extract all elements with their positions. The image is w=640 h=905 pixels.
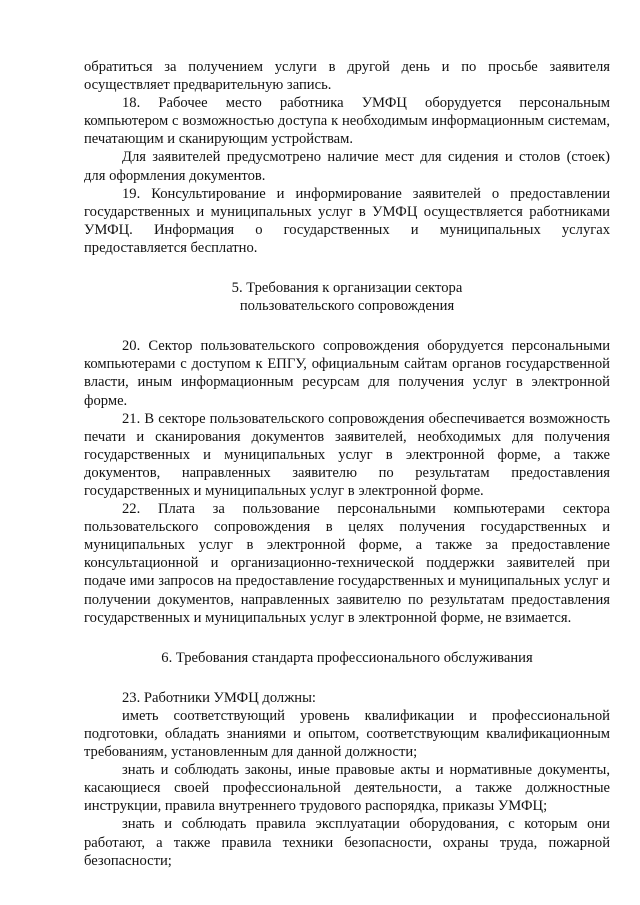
paragraph-23-qualification: иметь соответствующий уровень квалификации и профессиональной подготовки, обладать знаниями и опытом, соответствующим квалификационным требованиям, установленным для данной должности;: [84, 707, 610, 761]
paragraph-21: 21. В секторе пользовательского сопровождения обеспечивается возможность печати и сканирования документов заявителей, необходимых для получения государственных и муниципальных услуг в электронной форме, а также документов, направленных заявителю по результатам предоставления государственных и муниципальных услуг в электронной форме.: [84, 410, 610, 499]
paragraph-18: 18. Рабочее место работника УМФЦ оборудуется персональным компьютером с возможностью доступа к необходимым информационным системам, печатающим и сканирующим устройствам.: [84, 95, 610, 148]
section-5-title-line-2: пользовательского сопровождения: [239, 298, 455, 315]
paragraph-23-laws: знать и соблюдать законы, иные правовые акты и нормативные документы, касающиеся своей профессиональной деятельности, а также должностные инструкции, правила внутреннего трудового распорядка, приказы УМФЦ;: [84, 762, 610, 815]
paragraph-continued: обратиться за получением услуги в другой день и по просьбе заявителя осуществляет предварительную запись.: [84, 59, 610, 94]
section-5-heading: [84, 279, 610, 315]
paragraph-22: 22. Плата за пользование персональными компьютерами сектора пользовательского сопровождения в целях получения государственных и муниципальных услуг в электронной форме, а также за предоставление консультационной и организационно-технической поддержки заявителей при подаче ими запросов на предоставление государственных и муниципальных услуг и получении документов, направленных заявителю по результатам предоставления государственных и муниципальных услуг в электронной форме, не взимается.: [84, 501, 610, 626]
section-6-heading: [84, 649, 610, 667]
document-page: [84, 58, 610, 870]
paragraph-18-seats: Для заявителей предусмотрено наличие мест для сидения и столов (стоек) для оформления документов.: [84, 149, 610, 184]
section-6-title: 6. Требования стандарта профессионального обслуживания: [161, 649, 533, 666]
paragraph-19: 19. Консультирование и информирование заявителей о предоставлении государственных и муниципальных услуг в УМФЦ осуществляется работниками УМФЦ. Информация о государственных и муниципальных услугах предоставляется бесплатно.: [84, 185, 610, 256]
paragraph-23-equipment: знать и соблюдать правила эксплуатации оборудования, с которым они работают, а также правила техники безопасности, охраны труда, пожарной безопасности;: [84, 816, 610, 869]
paragraph-20: 20. Сектор пользовательского сопровождения оборудуется персональными компьютерами с доступом к ЕПГУ, официальным сайтам органов государственной власти, иным информационным ресурсам для получения услуг в электронной форме.: [84, 338, 610, 409]
section-5-title-line-1: 5. Требования к организации сектора: [231, 280, 463, 297]
paragraph-23: 23. Работники УМФЦ должны:: [122, 689, 316, 706]
